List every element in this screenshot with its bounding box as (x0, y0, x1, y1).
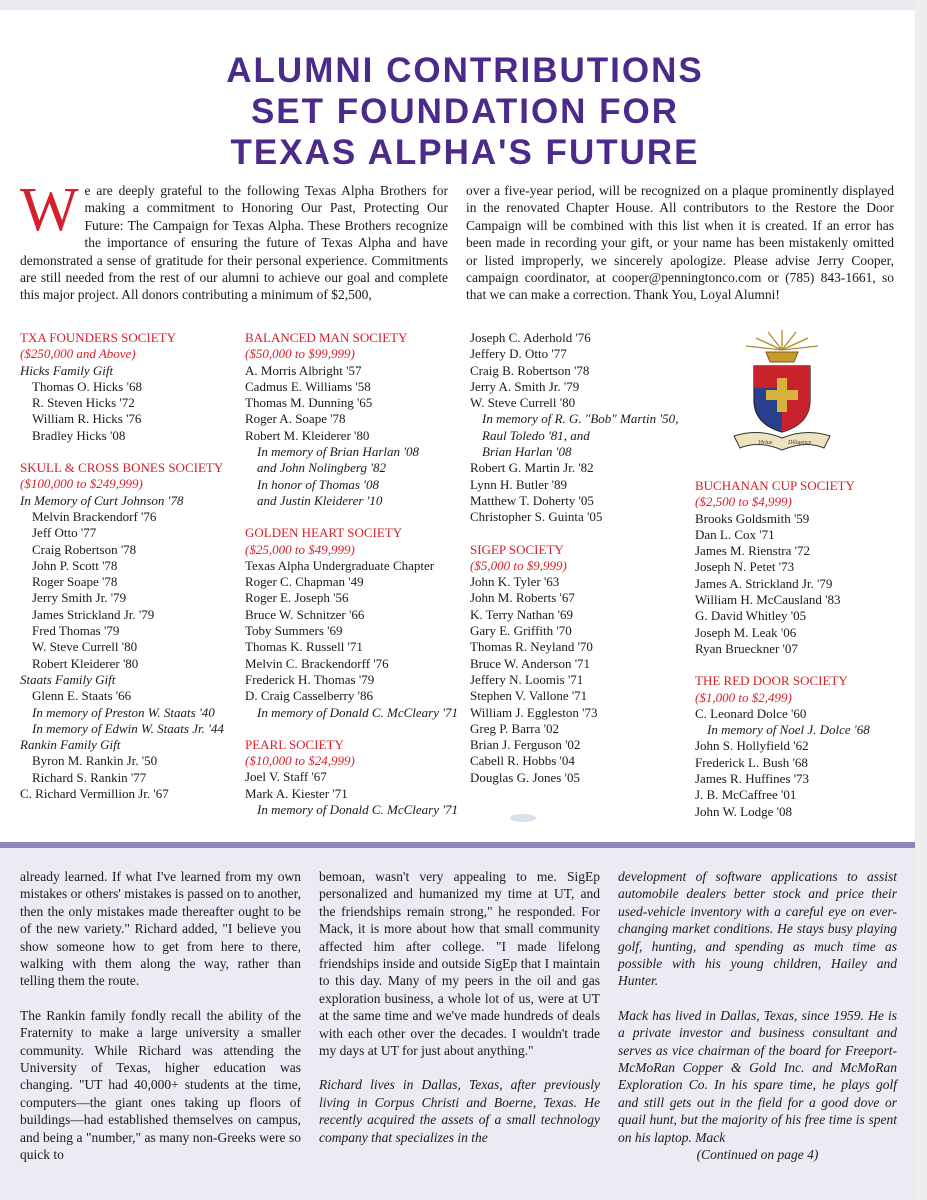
memorial-note: In memory of Edwin W. Staats Jr. '44 (32, 720, 224, 736)
donor-name: Thomas R. Neyland '70 (470, 639, 593, 655)
memorial-note: In memory of R. G. "Bob" Martin '50, (482, 411, 679, 427)
donor-name: John S. Hollyfield '62 (695, 738, 809, 754)
society-title: BUCHANAN CUP SOCIETY (695, 478, 855, 493)
donor-name: Frederick H. Thomas '79 (245, 671, 375, 687)
donor-name: Melvin C. Brackendorff '76 (245, 655, 389, 671)
article-title (120, 50, 810, 173)
title-line: ALUMNI CONTRIBUTIONS (226, 51, 704, 90)
story-column-1 (20, 868, 301, 1181)
donor-name: K. Terry Nathan '69 (470, 606, 573, 622)
gift-heading: Staats Family Gift (20, 671, 116, 687)
story-paragraph: Mack has lived in Dallas, Texas, since 1959. He is a private investor and business consultant and serves as vice chairman of the board for Freeport-McMoRan Copper & Gold Inc. and McMoRan Exploration Co. In his spare time, he plays golf and still gets out in the field for a good dove or quail hunt, but the majority of his free time is spent on his laptop. Mack (618, 1007, 897, 1145)
donor-name: Glenn E. Staats '66 (32, 688, 132, 704)
donor-name: C. Richard Vermillion Jr. '67 (20, 786, 169, 802)
donor-name: Cadmus E. Williams '58 (245, 378, 371, 394)
donor-name: William H. McCausland '83 (695, 592, 841, 608)
donor-name: Toby Summers '69 (245, 623, 343, 639)
donor-name: Christopher S. Guinta '05 (470, 509, 603, 525)
society-title: TXA FOUNDERS SOCIETY (20, 330, 177, 345)
donor-name: Jerry A. Smith Jr. '79 (470, 378, 580, 394)
donor-name: Byron M. Rankin Jr. '50 (32, 753, 158, 769)
donor-name: Joseph C. Aderhold '76 (470, 330, 591, 345)
memorial-note: In memory of Donald C. McCleary '71 (257, 802, 458, 818)
society-range: ($250,000 and Above) (20, 346, 136, 362)
donor-name: Jeffery N. Loomis '71 (470, 671, 584, 687)
society-range: ($25,000 to $49,999) (245, 541, 355, 557)
donor-name: Brooks Goldsmith '59 (695, 510, 810, 526)
donor-name: James M. Rienstra '72 (695, 543, 810, 559)
story-paragraph: The Rankin family fondly recall the ability of the Fraternity to make a large university a smaller community. While Richard was attending the University of Texas, higher education was changing. "UT had 40,000+ students at the time, computers—the giant ones taking up floors of buildings—had established themselves on campus, and being a "number," as many non-Greeks were so quick to (20, 1007, 301, 1163)
donor-name: Stephen V. Vallone '71 (470, 688, 588, 704)
donor-name: Douglas G. Jones '05 (470, 769, 580, 785)
list-gap (20, 444, 245, 460)
donor-name: Greg P. Barra '02 (470, 720, 559, 736)
memorial-note: Raul Toledo '81, and (482, 427, 590, 443)
donor-name: Gary E. Griffith '70 (470, 623, 572, 639)
donor-name: Mark A. Kiester '71 (245, 785, 348, 801)
donor-name: Dan L. Cox '71 (695, 526, 775, 542)
scan-edge-top (0, 0, 927, 10)
print-smudge (508, 812, 538, 824)
donor-name: Joel V. Staff '67 (245, 769, 327, 785)
intro-paragraph-left (20, 176, 448, 304)
donor-name: Thomas M. Dunning '65 (245, 395, 373, 411)
donor-name: John W. Lodge '08 (695, 803, 792, 819)
donor-name: William R. Hicks '76 (32, 411, 142, 427)
donor-name: C. Leonard Dolce '60 (695, 705, 807, 721)
title-line: SET FOUNDATION FOR (250, 92, 680, 131)
donor-name: James R. Huffines '73 (695, 771, 810, 787)
donor-name: Ryan Brueckner '07 (695, 640, 798, 656)
story-paragraph: development of software applications to assist automobile dealers better stock and price their used-vehicle inventory with a careful eye on ever-changing market conditions. He stays busy playing golf, hunting, and spending as much time as possible with his young children, Hailey and Hunter. (618, 869, 897, 989)
intro-paragraph-right: over a five-year period, will be recognized on a plaque prominently displayed in the renovated Chapter House. All contributors to the Restore the Door Campaign will be combined with this list when it is created. If an error has been made in recording your gift, or your name has been mistakenly omitted or listed improperly, we sincerely apologize. Please advise Jerry Cooper, campaign coordinator, at cooper@penningtonco.com or (785) 843-1661, so that we can make a correction. Thank You, Loyal Alumni! (466, 183, 894, 303)
donor-name: Cabell R. Hobbs '04 (470, 753, 575, 769)
gift-heading: Hicks Family Gift (20, 362, 114, 378)
donor-name: D. Craig Casselberry '86 (245, 688, 373, 704)
donor-name: Roger E. Joseph '56 (245, 590, 349, 606)
donor-name: Frederick L. Bush '68 (695, 754, 808, 770)
donor-name: Joseph N. Petet '73 (695, 559, 795, 575)
donor-name: Craig Robertson '78 (32, 541, 137, 557)
donor-name: Thomas K. Russell '71 (245, 639, 363, 655)
society-title: THE RED DOOR SOCIETY (695, 673, 848, 689)
donor-name: R. Steven Hicks '72 (32, 395, 135, 411)
list-gap (470, 526, 698, 542)
donor-name: Jeffery D. Otto '77 (470, 346, 567, 362)
donor-name: Robert Kleiderer '80 (32, 655, 139, 671)
donor-name: Bruce W. Schnitzer '66 (245, 606, 365, 622)
society-title: BALANCED MAN SOCIETY (245, 330, 408, 345)
gift-heading: Rankin Family Gift (20, 737, 121, 753)
donor-name: W. Steve Currell '80 (470, 395, 576, 411)
memorial-note: Brian Harlan '08 (482, 444, 572, 460)
donor-name: Robert G. Martin Jr. '82 (470, 460, 594, 476)
society-title: SKULL & CROSS BONES SOCIETY (20, 460, 224, 476)
sigep-crest-icon (728, 328, 836, 458)
donor-name: G. David Whitley '05 (695, 608, 807, 624)
donor-name: Matthew T. Doherty '05 (470, 492, 594, 508)
memorial-note: In memory of Noel J. Dolce '68 (707, 722, 870, 738)
story-column-2 (319, 868, 600, 1163)
crest-motto-right: Diligence (788, 440, 812, 446)
story-paragraph: bemoan, wasn't very appealing to me. SigEp personalized and humanized my time at UT, and the friendships remain strong," he responded. For Mack, it is more about how that small community affected him after college. "I made lifelong friendships inside and outside SigEp that I maintain to this day. Many of my peers in the oil and gas exploration business, a whole lot of us, were at UT at the same time and we've made hundreds of deals with each other over the decades. I wouldn't trade my days at UT for just about anything." (319, 869, 600, 1059)
continued-note: (Continued on page 4) (696, 1147, 819, 1163)
story-paragraph: Richard lives in Dallas, Texas, after previously living in Corpus Christi and Boerne, Texas. He recently acquired the assets of a small technology company that specializes in the (319, 1077, 600, 1145)
list-gap (245, 509, 470, 525)
memorial-note: In memory of Donald C. McCleary '71 (257, 704, 458, 720)
title-line: TEXAS ALPHA'S FUTURE (230, 133, 700, 172)
society-range: ($2,500 to $4,999) (695, 494, 792, 510)
memorial-note: In memory of Preston W. Staats '40 (32, 704, 215, 720)
memorial-note: In memory of Brian Harlan '08 (257, 444, 420, 460)
society-title: GOLDEN HEART SOCIETY (245, 525, 403, 541)
donor-name: Richard S. Rankin '77 (32, 769, 147, 785)
donor-name: Jeff Otto '77 (32, 525, 97, 541)
donor-name: Roger C. Chapman '49 (245, 574, 364, 590)
society-range: ($10,000 to $24,999) (245, 753, 355, 769)
donor-column-3 (470, 330, 698, 786)
donor-name: Melvin Brackendorf '76 (32, 508, 157, 524)
donor-name: Brian J. Ferguson '02 (470, 737, 581, 753)
donor-name: James A. Strickland Jr. '79 (695, 575, 833, 591)
donor-name: James Strickland Jr. '79 (32, 606, 155, 622)
donor-name: Roger A. Soape '78 (245, 411, 346, 427)
society-title: SIGEP SOCIETY (470, 541, 564, 557)
donor-name: Joseph M. Leak '06 (695, 624, 797, 640)
memorial-note: and John Nolingberg '82 (257, 460, 387, 476)
drop-cap: W (20, 176, 79, 244)
donor-column-4 (695, 478, 915, 820)
society-range: ($100,000 to $249,999) (20, 476, 143, 492)
gift-heading: In Memory of Curt Johnson '78 (20, 492, 184, 508)
donor-column-1 (20, 330, 245, 802)
donor-column-2 (245, 330, 470, 818)
donor-name: Thomas O. Hicks '68 (32, 378, 142, 394)
donor-name: John P. Scott '78 (32, 557, 118, 573)
donor-name: William J. Eggleston '73 (470, 704, 598, 720)
list-gap (245, 721, 470, 737)
donor-name: W. Steve Currell '80 (32, 639, 138, 655)
scan-edge-right (915, 0, 927, 1200)
society-title: PEARL SOCIETY (245, 736, 344, 752)
donor-name: Bruce W. Anderson '71 (470, 655, 591, 671)
society-range: ($5,000 to $9,999) (470, 557, 567, 573)
donor-name: J. B. McCaffree '01 (695, 787, 797, 803)
memorial-note: In honor of Thomas '08 (257, 476, 379, 492)
donor-name: Jerry Smith Jr. '79 (32, 590, 127, 606)
crest-motto-left: Virtue (758, 440, 773, 446)
donor-name: Robert M. Kleiderer '80 (245, 427, 370, 443)
donor-name: Lynn H. Butler '89 (470, 476, 567, 492)
donor-name: Craig B. Robertson '78 (470, 362, 590, 378)
list-gap (695, 657, 915, 673)
feature-story-band (0, 848, 915, 1200)
story-column-3 (618, 868, 897, 1164)
story-paragraph: already learned. If what I've learned from my own mistakes or others' mistakes is passed on to another, then the only mistakes made thereafter ought to be of the new variety." Richard added, "I believe you show someone how to get from here to there, walking with them along the way, rather than telling them the route. (20, 869, 301, 989)
donor-name: Texas Alpha Undergraduate Chapter (245, 557, 435, 573)
donor-name: Roger Soape '78 (32, 574, 118, 590)
donor-name: Fred Thomas '79 (32, 623, 120, 639)
donor-name: Bradley Hicks '08 (32, 427, 126, 443)
society-range: ($50,000 to $99,999) (245, 346, 355, 362)
society-range: ($1,000 to $2,499) (695, 689, 792, 705)
donor-name: A. Morris Albright '57 (245, 362, 362, 378)
intro-text-left: e are deeply grateful to the following Texas Alpha Brothers for making a commitment to Honoring Our Past, Protecting Our Future: The Campaign for Texas Alpha. These Brothers recognize the importance of ensuring the future of Texas Alpha and have demonstrated a sense of gratitude for their personal experience. Commitments are still needed from the rest of our alumni to achieve our goal and complete this major project. All donors contributing a minimum of $2,500, (20, 183, 448, 303)
donor-name: John M. Roberts '67 (470, 590, 575, 606)
memorial-note: and Justin Kleiderer '10 (257, 492, 383, 508)
donor-name: John K. Tyler '63 (470, 574, 560, 590)
